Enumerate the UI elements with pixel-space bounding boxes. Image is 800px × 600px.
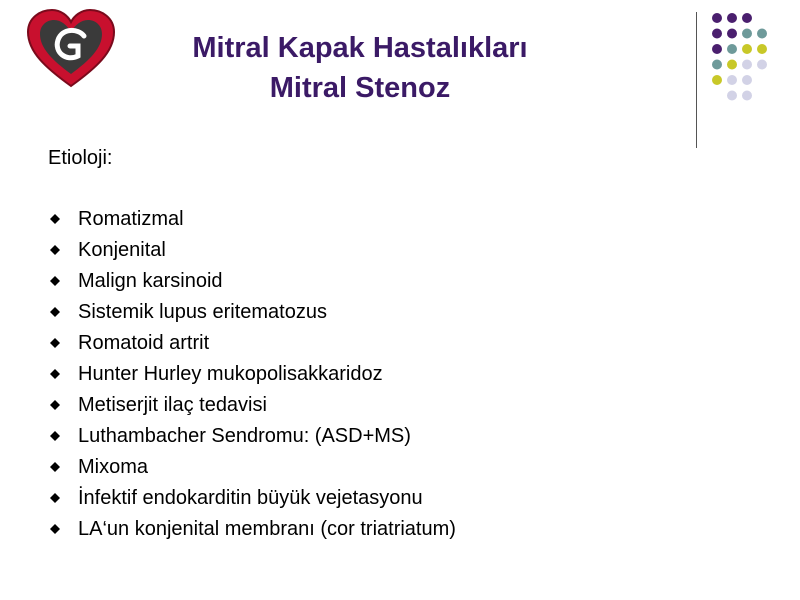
- list-item-text: Malign karsinoid: [78, 270, 223, 292]
- decorative-dot: [742, 44, 752, 54]
- intro-text: Etioloji:: [48, 147, 113, 169]
- decorative-dot: [757, 44, 767, 54]
- decorative-dot: [727, 13, 737, 23]
- list-item-text: Mixoma: [78, 456, 149, 478]
- logo-icon: [26, 8, 116, 88]
- decorative-dot: [757, 60, 767, 70]
- title-line-1: Mitral Kapak Hastalıkları: [192, 32, 528, 64]
- decorative-dot: [712, 29, 722, 39]
- list-item: [48, 517, 748, 548]
- list-item: [48, 424, 748, 455]
- list-item: [48, 362, 748, 393]
- list-item: [48, 486, 748, 517]
- list-item: [48, 238, 748, 269]
- list-item-text: Sistemik lupus eritematozus: [78, 301, 327, 323]
- slide-body: [48, 146, 748, 548]
- decorative-dot: [727, 29, 737, 39]
- list-item-text: Romatizmal: [78, 208, 184, 230]
- decorative-dot: [757, 29, 767, 39]
- decorative-dot: [742, 13, 752, 23]
- decorative-dot: [727, 91, 737, 101]
- decorative-dot: [742, 29, 752, 39]
- decorative-dot: [727, 75, 737, 85]
- list-item-text: Romatoid artrit: [78, 332, 210, 354]
- list-item-text: Konjenital: [78, 239, 166, 261]
- list-item-text: İnfektif endokarditin büyük vejetasyonu: [78, 487, 423, 509]
- list-item-text: LA‘un konjenital membranı (cor triatriatum): [78, 518, 456, 540]
- list-item-text: Hunter Hurley mukopolisakkaridoz: [78, 363, 383, 385]
- list-item: [48, 331, 748, 362]
- divider-line: [696, 12, 697, 148]
- list-item: [48, 300, 748, 331]
- decorative-dot: [712, 44, 722, 54]
- list-item-text: Luthambacher Sendromu: (ASD+MS): [78, 425, 411, 447]
- decorative-dot: [742, 91, 752, 101]
- decorative-dot: [727, 60, 737, 70]
- decorative-dot: [727, 44, 737, 54]
- list-item-text: Metiserjit ilaç tedavisi: [78, 394, 267, 416]
- decorative-dot: [712, 60, 722, 70]
- decorative-dot: [742, 60, 752, 70]
- slide-title: [120, 28, 600, 108]
- decorative-dot: [712, 75, 722, 85]
- list-item: [48, 455, 748, 486]
- bullet-list: [48, 207, 748, 548]
- decorative-dot: [712, 13, 722, 23]
- decorative-dot-grid: [710, 12, 780, 132]
- title-line-2: Mitral Stenoz: [269, 72, 451, 104]
- list-item: [48, 207, 748, 238]
- list-item: [48, 269, 748, 300]
- list-item: [48, 393, 748, 424]
- decorative-dot: [742, 75, 752, 85]
